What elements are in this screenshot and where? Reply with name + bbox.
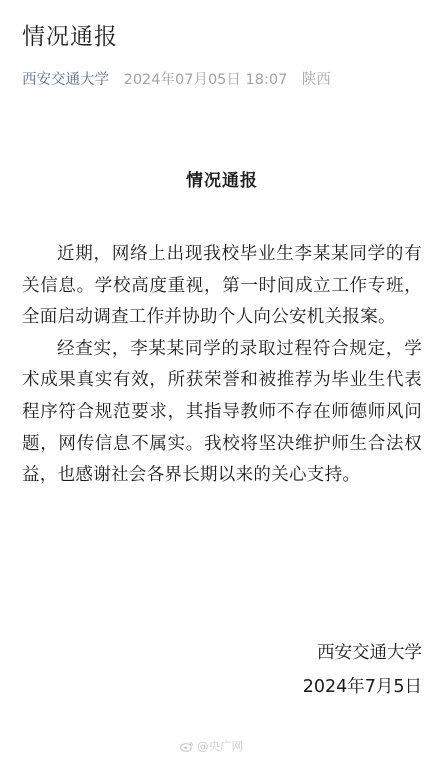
notice-body bbox=[22, 168, 422, 492]
signature-date: 2024年7月5日 bbox=[302, 677, 422, 697]
notice-heading: 情况通报 bbox=[186, 171, 258, 191]
weibo-icon bbox=[180, 740, 194, 752]
article-meta bbox=[22, 70, 331, 90]
notice-paragraph-1: 近期，网络上出现我校毕业生李某某同学的有关信息。学校高度重视，第一时间成立工作专班，全面启动调查工作并协助个人向公安机关报案。 bbox=[22, 244, 422, 328]
notice-signature bbox=[303, 636, 422, 704]
signature-organization: 西安交通大学 bbox=[317, 643, 422, 663]
article-header bbox=[22, 20, 420, 54]
notice-paragraph-2: 经查实，李某某同学的录取过程符合规定，学术成果真实有效，所获荣誉和被推荐为毕业生代表程序符合规范要求，其指导教师不存在师德师风问题，网传信息不属实。我校将坚决维护师生合法权益，也感谢社会各界长期以来的关心支持。 bbox=[22, 338, 422, 486]
publish-time: 2024年07月05日 18:07 bbox=[123, 72, 288, 88]
watermark bbox=[180, 738, 243, 754]
watermark-text: @央广网 bbox=[197, 739, 243, 753]
article-title: 情况通报 bbox=[22, 24, 118, 50]
account-name-link[interactable]: 西安交通大学 bbox=[22, 72, 109, 88]
publish-location: 陕西 bbox=[301, 72, 331, 88]
